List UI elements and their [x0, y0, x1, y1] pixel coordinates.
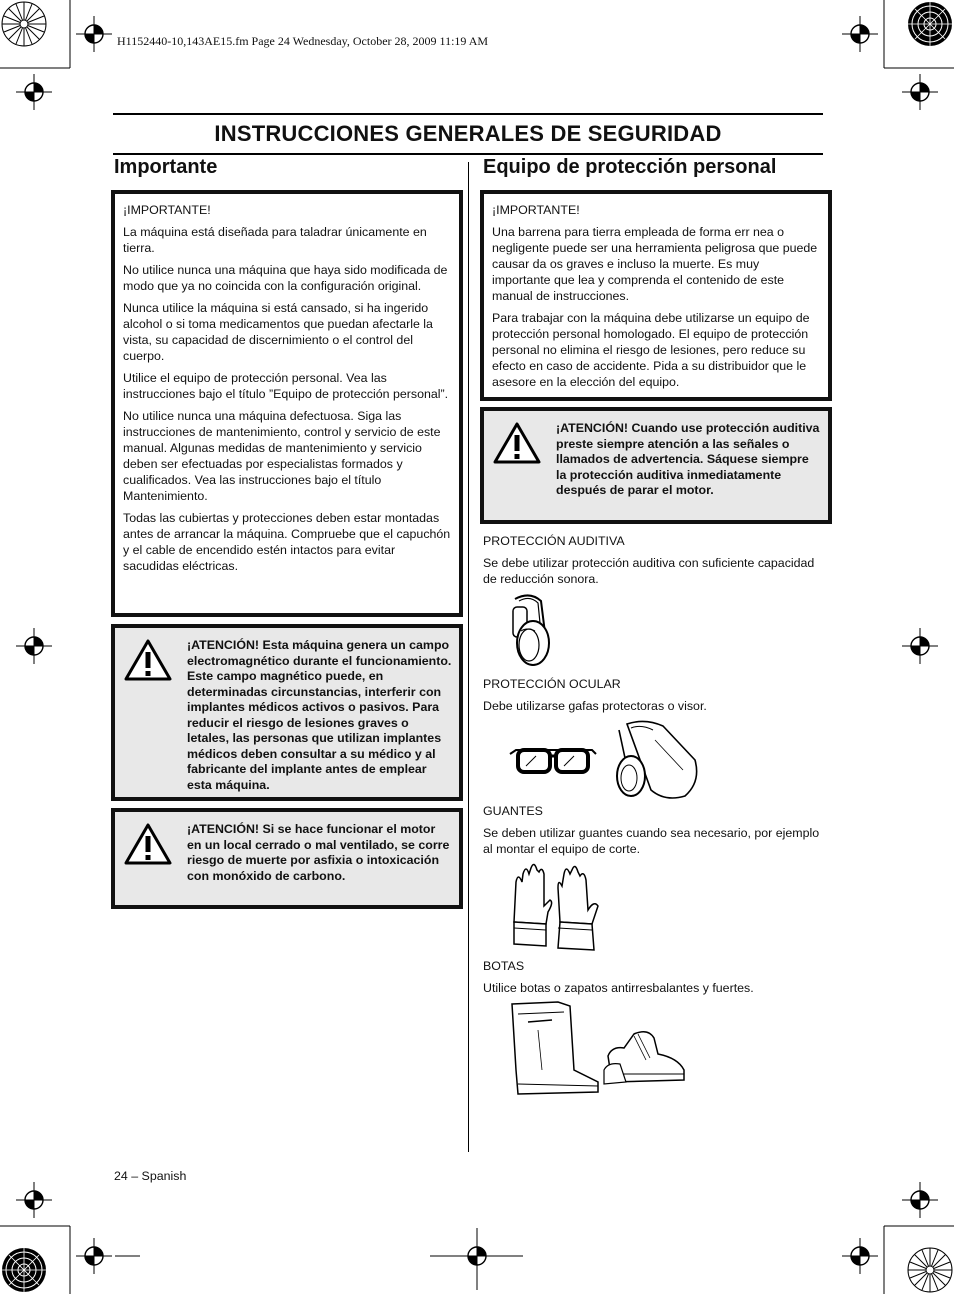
important-paragraph: Una barrena para tierra empleada de forma err nea o negligente puede ser una herramienta peligrosa que puede causar da os graves e incluso la muerte. Es muy importante que lea y comprenda el contenido de este manual de instrucciones. [492, 225, 818, 303]
page-footer-label: 24 – Spanish [114, 1169, 187, 1183]
section-title: BOTAS [483, 959, 525, 973]
section-title: PROTECCIÓN OCULAR [483, 677, 621, 691]
page-title: INSTRUCCIONES GENERALES DE SEGURIDAD [214, 121, 722, 146]
important-paragraph: No utilice nunca una máquina defectuosa. Siga las instrucciones de mantenimiento, control y servicio de este manual. Algunas medidas de mantenimiento y servicio deben ser efectuadas por especialistas formados y cualificados. Vea las instrucciones bajo el título Mantenimiento. [123, 409, 441, 503]
column-divider [468, 162, 469, 1152]
important-paragraph: Todas las cubiertas y protecciones deben estar montadas antes de arrancar la máquina. Compruebe que el capuchón y el cable de encendido estén intactos para evitar sacudidas eléctricas. [123, 511, 451, 573]
safety-glasses-icon [508, 744, 598, 778]
important-label: ¡IMPORTANTE! [123, 203, 211, 217]
warning-text: ¡ATENCIÓN! Cuando use protección auditiva preste siempre atención a las señales o llamados de advertencia. Sáquese siempre la protección auditiva inmediatamente después de parar el motor. [556, 421, 820, 497]
left-heading: Importante [114, 156, 218, 178]
right-heading: Equipo de protección personal [483, 156, 777, 178]
section-hearing [483, 533, 828, 587]
important-paragraph: Para trabajar con la máquina debe utilizarse un equipo de protección personal homologado. El equipo de protección personal no elimina el riesgo de lesiones, pero reduce su efecto en caso de accidente. Pida a su distribuidor que le asesore en la elección del equipo. [492, 311, 810, 389]
important-label: ¡IMPORTANTE! [492, 203, 580, 217]
warning-text: ¡ATENCIÓN! Esta máquina genera un campo electromagnético durante el funcionamiento. Este campo magnético puede, en determinadas circunstancias, interferir con implantes médicos activos o pasivos. Para reducir el riesgo de lesiones graves o letales, las personas que utilizan implantes médicos deben consultar a su médico y al fabricante del implante antes de emplear esta máquina. [187, 638, 452, 792]
section-title: PROTECCIÓN AUDITIVA [483, 534, 625, 548]
section-text: Utilice botas o zapatos antirresbalantes y fuertes. [483, 981, 754, 995]
warning-box-hearing [480, 407, 832, 524]
important-paragraph: Nunca utilice la máquina si está cansado, si ha ingerido alcohol o si toma medicamentos que puedan afectarle la vista, su capacidad de discernimiento o el control del cuerpo. [123, 301, 433, 363]
file-header: H1152440-10,143AE15.fm Page 24 Wednesday, October 28, 2009 11:19 AM [117, 34, 489, 48]
warning-triangle-icon [123, 638, 173, 682]
section-title: GUANTES [483, 804, 543, 818]
page-title-bar [113, 113, 823, 155]
important-box-left [111, 190, 463, 617]
section-text: Se deben utilizar guantes cuando sea necesario, por ejemplo al montar el equipo de corte. [483, 826, 820, 856]
warning-triangle-icon [123, 822, 173, 866]
section-eye [483, 676, 828, 714]
section-boots [483, 958, 828, 996]
warning-box-carbon-monoxide [111, 808, 463, 909]
section-gloves [483, 803, 828, 857]
warning-triangle-icon [492, 421, 542, 465]
gloves-icon [508, 862, 604, 954]
important-paragraph: Utilice el equipo de protección personal. Vea las instrucciones bajo el título ”Equipo de protección personal”. [123, 371, 449, 401]
section-text: Se debe utilizar protección auditiva con suficiente capacidad de reducción sonora. [483, 556, 815, 586]
face-visor-icon [605, 720, 701, 802]
warning-text: ¡ATENCIÓN! Si se hace funcionar el motor en un local cerrado o mal ventilado, se corre riesgo de muerte por asfixia o intoxicación con monóxido de carbono. [187, 822, 450, 883]
warning-box-electromagnetic [111, 624, 463, 801]
important-box-right [480, 190, 832, 401]
section-text: Debe utilizarse gafas protectoras o visor. [483, 699, 707, 713]
important-paragraph: La máquina está diseñada para taladrar únicamente en tierra. [123, 225, 427, 255]
important-paragraph: No utilice nunca una máquina que haya sido modificada de modo que ya no coincida con la configuración original. [123, 263, 448, 293]
boots-icon [508, 1000, 688, 1100]
ear-protection-icon [505, 593, 555, 671]
